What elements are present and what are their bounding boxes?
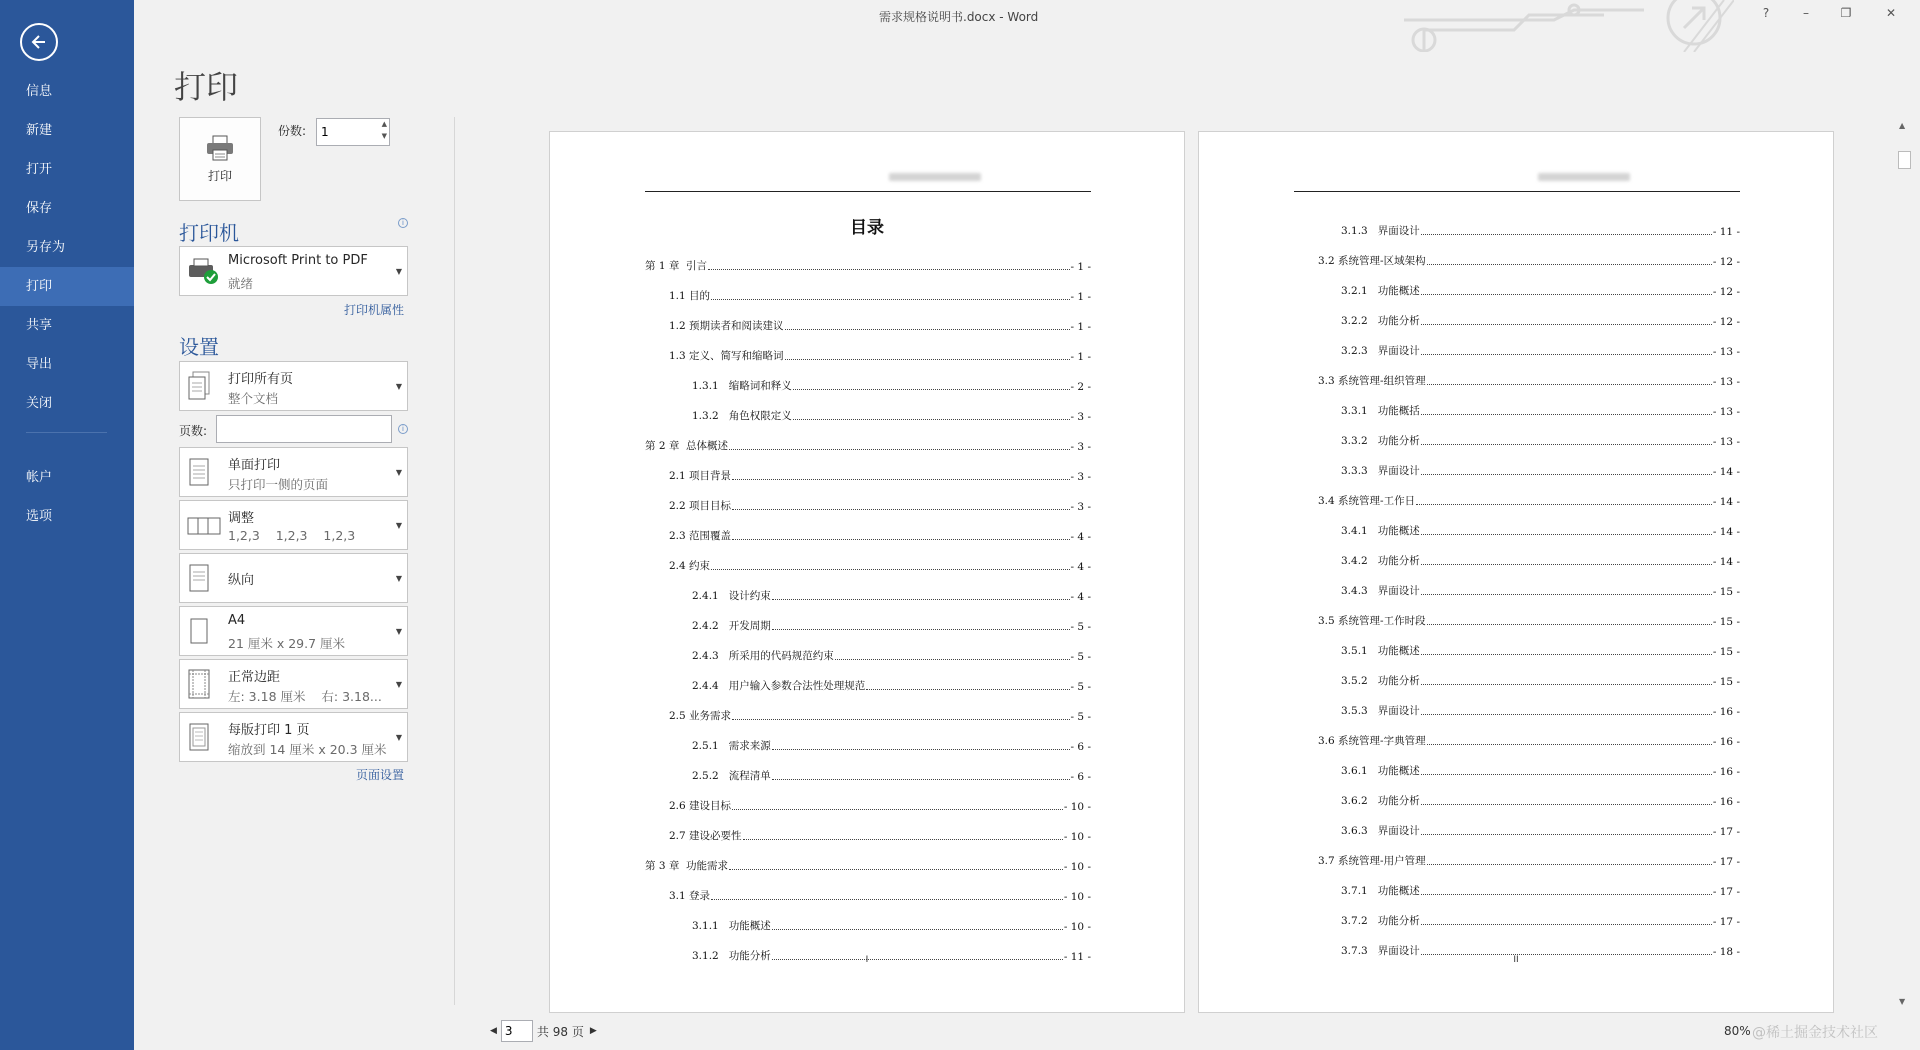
total-pages: 共 98 页	[536, 1024, 584, 1039]
toc-entry-page: - 5 -	[1070, 711, 1091, 723]
toc-entry	[645, 663, 1091, 693]
toc-entry-label: 2.4.3 所采用的代码规范约束	[692, 650, 834, 662]
toc-leader-dots	[1421, 714, 1712, 715]
toc-entry-label: 3.5.2 功能分析	[1341, 675, 1420, 687]
nav-item[interactable]: 保存	[26, 201, 53, 216]
toc-entry	[1294, 448, 1740, 478]
toc-entry-label: 2.4.1 设计约束	[692, 590, 771, 602]
toc-entry-page: - 16 -	[1712, 736, 1740, 748]
toc-entry	[645, 363, 1091, 393]
margins-dropdown[interactable]	[179, 659, 408, 709]
printer-name: Microsoft Print to PDF	[228, 253, 368, 268]
page-header-text	[889, 173, 981, 181]
print-range-main: 打印所有页	[228, 372, 294, 387]
toc-entry	[645, 543, 1091, 573]
toc-entry-page: - 18 -	[1712, 946, 1740, 958]
toc-entry-page: - 3 -	[1070, 411, 1091, 423]
toc-entry	[1294, 238, 1740, 268]
page-setup-link[interactable]: 页面设置	[356, 768, 405, 782]
print-button[interactable]	[179, 117, 261, 201]
toc-entry	[645, 753, 1091, 783]
toc-title: 目录	[850, 218, 884, 238]
toc-entry-page: - 11 -	[1063, 951, 1091, 963]
toc-entry	[645, 693, 1091, 723]
toc-entry	[1294, 748, 1740, 778]
toc-entry	[1294, 208, 1740, 238]
scroll-up-icon[interactable]: ▲	[1899, 121, 1906, 130]
toc-leader-dots	[835, 659, 1070, 660]
toc-entry-label: 3.2 系统管理-区域架构	[1318, 255, 1426, 267]
prev-page-icon[interactable]: ◀	[490, 1026, 497, 1036]
page-title: 打印	[174, 68, 239, 106]
toc-entry-label: 3.4.1 功能概述	[1341, 525, 1420, 537]
orientation-main: 纵向	[228, 573, 255, 588]
toc-leader-dots	[1421, 414, 1712, 415]
printer-icon	[205, 135, 235, 161]
toc-entry-page: - 3 -	[1070, 501, 1091, 513]
toc-leader-dots	[772, 599, 1070, 600]
toc-entry	[1294, 688, 1740, 718]
print-range-sub: 整个文档	[228, 391, 279, 406]
toc-leader-dots	[711, 299, 1070, 300]
nav-item[interactable]: 共享	[26, 318, 53, 333]
scroll-down-icon[interactable]: ▼	[1899, 997, 1906, 1006]
toc-entry	[645, 813, 1091, 843]
toc-leader-dots	[1421, 894, 1712, 895]
toc-entry-page: - 4 -	[1070, 561, 1091, 573]
toc-entry-page: - 12 -	[1712, 256, 1740, 268]
toc-entry-page: - 13 -	[1712, 406, 1740, 418]
zoom-level[interactable]: 80%	[1724, 1024, 1751, 1038]
toc-entry	[1294, 508, 1740, 538]
paper-size-main: A4	[228, 613, 246, 628]
toc-leader-dots	[711, 569, 1070, 570]
watermark: @稀土掘金技术社区	[1752, 1025, 1878, 1041]
pages-info-icon[interactable]: i	[398, 424, 408, 434]
toc-leader-dots	[743, 839, 1063, 840]
toc-entry	[645, 513, 1091, 543]
toc-entry-label: 3.1.3 界面设计	[1341, 225, 1420, 237]
toc-entry	[1294, 778, 1740, 808]
nav-item[interactable]: 打印	[0, 267, 134, 306]
toc-entry-page: - 15 -	[1712, 676, 1740, 688]
toc-entry-label: 3.5.3 界面设计	[1341, 705, 1420, 717]
chevron-down-icon: ▼	[395, 382, 402, 391]
toc-entry	[645, 303, 1091, 333]
toc-entry-page: - 14 -	[1712, 526, 1740, 538]
spin-down-icon[interactable]: ▼	[381, 132, 387, 140]
page-footer-number: II	[1513, 955, 1519, 965]
toc-entry	[645, 783, 1091, 813]
toc-leader-dots	[732, 509, 1070, 510]
sides-sub: 只打印一侧的页面	[228, 477, 329, 492]
toc-entry-label: 3.6 系统管理-字典管理	[1318, 735, 1426, 747]
toc-entry-label: 3.6.1 功能概述	[1341, 765, 1420, 777]
toc-entry-page: - 6 -	[1070, 771, 1091, 783]
toc-entry	[1294, 328, 1740, 358]
toc-entry-page: - 3 -	[1070, 471, 1091, 483]
toc-entry	[1294, 658, 1740, 688]
toc-leader-dots	[785, 329, 1070, 330]
toc-entry-label: 3.3.2 功能分析	[1341, 435, 1420, 447]
toc-leader-dots	[772, 779, 1070, 780]
toc-entry-label: 2.4 约束	[669, 560, 711, 572]
toc-entry	[1294, 868, 1740, 898]
toc-entry-label: 2.5.1 需求来源	[692, 740, 771, 752]
toc-leader-dots	[1421, 774, 1712, 775]
toc-entry-label: 2.5 业务需求	[669, 710, 732, 722]
toc-leader-dots	[772, 749, 1070, 750]
toc-leader-dots	[1421, 534, 1712, 535]
toc-leader-dots	[732, 539, 1070, 540]
backstage-nav	[0, 0, 134, 1050]
toc-entry-label: 3.7.3 界面设计	[1341, 945, 1420, 957]
toc-leader-dots	[793, 419, 1070, 420]
pages-per-sheet-main: 每版打印 1 页	[228, 723, 310, 738]
copies-label: 份数:	[278, 124, 307, 138]
toc-entry-page: - 15 -	[1712, 616, 1740, 628]
printer-section-heading: 打印机	[179, 221, 239, 245]
toc-entry-label: 3.7.1 功能概述	[1341, 885, 1420, 897]
toc-leader-dots	[1421, 924, 1712, 925]
printer-properties-link[interactable]: 打印机属性	[344, 303, 405, 317]
toc-entry	[645, 483, 1091, 513]
preview-page-1	[549, 131, 1185, 1013]
toc-entry-label: 3.1.1 功能概述	[692, 920, 771, 932]
toc-leader-dots	[732, 479, 1070, 480]
preview-page-2	[1198, 131, 1834, 1013]
toc-entry-page: - 12 -	[1712, 286, 1740, 298]
toc-entry	[645, 723, 1091, 753]
toc-entry-label: 3.1 登录	[669, 890, 711, 902]
toc-entry-label: 3.5 系统管理-工作时段	[1318, 615, 1426, 627]
toc-entry	[645, 243, 1091, 273]
toc-entry-page: - 17 -	[1712, 916, 1740, 928]
toc-entry	[1294, 298, 1740, 328]
toc-entry	[645, 273, 1091, 303]
toc-leader-dots	[1421, 684, 1712, 685]
restore-button[interactable]: ❐	[1840, 6, 1852, 20]
toc-entry-label: 3.2.2 功能分析	[1341, 315, 1420, 327]
collation-main: 调整	[228, 511, 255, 526]
chevron-down-icon: ▼	[395, 574, 402, 583]
header-rule	[645, 191, 1091, 192]
toc-leader-dots	[711, 899, 1063, 900]
nav-item[interactable]: 选项	[26, 509, 53, 524]
toc-entry-label: 第 2 章 总体概述	[645, 440, 729, 452]
toc-entry-label: 2.7 建设必要性	[669, 830, 742, 842]
toc-list	[645, 243, 1091, 963]
toc-entry	[1294, 478, 1740, 508]
toc-entry-label: 3.6.3 界面设计	[1341, 825, 1420, 837]
toc-entry-page: - 11 -	[1712, 226, 1740, 238]
nav-item[interactable]: 信息	[26, 84, 53, 99]
toc-entry-page: - 14 -	[1712, 466, 1740, 478]
printer-info-icon[interactable]: i	[398, 218, 408, 228]
nav-item[interactable]: 关闭	[26, 396, 53, 411]
collation-dropdown[interactable]	[179, 500, 408, 550]
back-arrow-icon	[29, 32, 49, 52]
toc-entry-page: - 5 -	[1070, 621, 1091, 633]
toc-entry-label: 3.6.2 功能分析	[1341, 795, 1420, 807]
toc-leader-dots	[708, 269, 1070, 270]
toc-leader-dots	[1421, 594, 1712, 595]
next-page-icon[interactable]: ▶	[589, 1026, 597, 1036]
nav-item[interactable]: 打开	[26, 162, 53, 177]
chevron-down-icon: ▼	[395, 627, 402, 636]
print-range-dropdown[interactable]	[179, 361, 408, 411]
paper-size-dropdown[interactable]	[179, 606, 408, 656]
nav-item[interactable]: 导出	[26, 357, 53, 372]
back-button[interactable]	[20, 23, 58, 61]
toc-entry	[1294, 388, 1740, 418]
one-sided-icon	[187, 457, 211, 487]
toc-entry	[645, 843, 1091, 873]
toc-entry-label: 3.3.3 界面设计	[1341, 465, 1420, 477]
pages-per-sheet-icon	[187, 722, 211, 752]
collation-sub: 1,2,3 1,2,3 1,2,3	[228, 528, 356, 543]
portrait-icon	[187, 563, 211, 593]
toc-entry-page: - 6 -	[1070, 741, 1091, 753]
toc-entry	[1294, 568, 1740, 598]
toc-entry-page: - 15 -	[1712, 586, 1740, 598]
pages-label: 页数:	[179, 424, 208, 438]
all-pages-icon	[187, 371, 211, 401]
toc-entry-page: - 10 -	[1063, 921, 1091, 933]
toc-entry-label: 2.1 项目背景	[669, 470, 732, 482]
toc-entry	[1294, 268, 1740, 298]
page-navigator	[490, 1020, 597, 1042]
toc-entry-label: 2.2 项目目标	[669, 500, 732, 512]
toc-entry-label: 3.7.2 功能分析	[1341, 915, 1420, 927]
toc-leader-dots	[1421, 804, 1712, 805]
toc-entry-page: - 10 -	[1063, 831, 1091, 843]
minimize-button[interactable]: –	[1803, 6, 1809, 20]
toc-entry	[645, 873, 1091, 903]
toc-leader-dots	[1421, 564, 1712, 565]
toc-entry	[1294, 808, 1740, 838]
toc-entry-label: 3.3 系统管理-组织管理	[1318, 375, 1426, 387]
toc-leader-dots	[1427, 264, 1712, 265]
chevron-down-icon: ▼	[395, 521, 402, 530]
toc-leader-dots	[1427, 744, 1712, 745]
toc-leader-dots	[772, 929, 1063, 930]
toc-leader-dots	[1421, 234, 1712, 235]
toc-entry-label: 2.4.2 开发周期	[692, 620, 771, 632]
toc-entry-label: 1.3.1 缩略词和释义	[692, 380, 792, 392]
toc-entry	[1294, 838, 1740, 868]
toc-entry-label: 3.4 系统管理-工作日	[1318, 495, 1416, 507]
toc-entry-label: 第 3 章 功能需求	[645, 860, 729, 872]
toc-entry-label: 3.1.2 功能分析	[692, 950, 771, 962]
panel-divider	[454, 117, 455, 1005]
toc-leader-dots	[732, 809, 1063, 810]
toc-leader-dots	[1421, 444, 1712, 445]
paper-icon	[187, 616, 211, 646]
toc-entry-page: - 17 -	[1712, 856, 1740, 868]
nav-separator	[26, 432, 107, 433]
toc-entry	[645, 423, 1091, 453]
toc-leader-dots	[1421, 474, 1712, 475]
printer-status: 就绪	[228, 276, 254, 291]
toc-entry-label: 3.4.3 界面设计	[1341, 585, 1420, 597]
toc-entry-page: - 14 -	[1712, 556, 1740, 568]
toc-entry	[1294, 418, 1740, 448]
toc-leader-dots	[1416, 504, 1712, 505]
toc-leader-dots	[1427, 384, 1712, 385]
toc-entry	[1294, 628, 1740, 658]
sides-main: 单面打印	[228, 458, 281, 473]
toc-entry-page: - 4 -	[1070, 531, 1091, 543]
print-button-label: 打印	[207, 168, 232, 183]
spin-up-icon[interactable]: ▲	[381, 120, 387, 128]
toc-entry-page: - 10 -	[1063, 801, 1091, 813]
toc-entry-page: - 3 -	[1070, 441, 1091, 453]
pages-per-sheet-sub: 缩放到 14 厘米 x 20.3 厘米	[228, 742, 387, 757]
toc-entry-page: - 10 -	[1063, 891, 1091, 903]
nav-list	[0, 72, 134, 536]
copies-spinner[interactable]	[316, 118, 390, 146]
toc-entry	[645, 333, 1091, 363]
toc-entry-label: 第 1 章 引言	[645, 260, 708, 272]
toc-entry	[645, 453, 1091, 483]
chevron-down-icon: ▼	[395, 733, 402, 742]
header-rule	[1294, 191, 1740, 192]
page-header-text	[1538, 173, 1630, 181]
toc-leader-dots	[1427, 864, 1712, 865]
nav-item[interactable]: 帐户	[26, 470, 53, 485]
toc-leader-dots	[1421, 294, 1712, 295]
toc-entry-label: 3.5.1 功能概述	[1341, 645, 1420, 657]
toc-entry-page: - 1 -	[1070, 291, 1091, 303]
page-footer-number: I	[865, 955, 869, 965]
scrollbar-thumb[interactable]	[1898, 151, 1911, 169]
current-page-input[interactable]	[501, 1020, 533, 1042]
toc-leader-dots	[793, 389, 1070, 390]
print-settings-panel	[134, 55, 454, 1050]
toc-entry	[645, 603, 1091, 633]
toc-entry	[1294, 538, 1740, 568]
circuit-decoration	[1404, 0, 1734, 52]
toc-entry-label: 1.3.2 角色权限定义	[692, 410, 792, 422]
toc-entry-label: 2.5.2 流程清单	[692, 770, 771, 782]
chevron-down-icon: ▼	[395, 267, 402, 276]
pages-per-sheet-dropdown[interactable]	[179, 712, 408, 762]
copies-input[interactable]	[317, 119, 373, 145]
toc-entry-page: - 13 -	[1712, 376, 1740, 388]
toc-entry-page: - 2 -	[1070, 381, 1091, 393]
toc-entry	[1294, 928, 1740, 958]
toc-leader-dots	[1427, 624, 1712, 625]
toc-entry-page: - 17 -	[1712, 886, 1740, 898]
toc-entry-label: 2.3 范围覆盖	[669, 530, 732, 542]
toc-leader-dots	[729, 449, 1070, 450]
toc-entry-page: - 4 -	[1070, 591, 1091, 603]
toc-entry-label: 2.4.4 用户输入参数合法性处理规范	[692, 680, 866, 692]
toc-entry-page: - 13 -	[1712, 436, 1740, 448]
toc-leader-dots	[866, 689, 1069, 690]
sides-dropdown[interactable]	[179, 447, 408, 497]
title-bar	[134, 0, 1920, 55]
toc-entry-page: - 16 -	[1712, 796, 1740, 808]
close-button[interactable]: ✕	[1885, 6, 1897, 20]
printer-dropdown[interactable]	[179, 246, 408, 296]
toc-leader-dots	[1421, 324, 1712, 325]
pages-input[interactable]	[216, 415, 392, 443]
toc-entry-page: - 15 -	[1712, 646, 1740, 658]
toc-entry-label: 3.3.1 功能概括	[1341, 405, 1420, 417]
toc-leader-dots	[785, 359, 1070, 360]
margins-icon	[187, 669, 211, 699]
toc-leader-dots	[732, 719, 1070, 720]
toc-entry	[1294, 598, 1740, 628]
toc-entry	[645, 573, 1091, 603]
toc-entry-label: 3.2.1 功能概述	[1341, 285, 1420, 297]
paper-size-sub: 21 厘米 x 29.7 厘米	[228, 636, 346, 651]
toc-entry	[1294, 898, 1740, 928]
toc-entry-page: - 16 -	[1712, 766, 1740, 778]
toc-leader-dots	[772, 629, 1070, 630]
nav-item[interactable]: 另存为	[26, 240, 66, 255]
toc-leader-dots	[1421, 354, 1712, 355]
chevron-down-icon: ▼	[395, 468, 402, 477]
settings-section-heading: 设置	[179, 335, 219, 359]
help-button[interactable]: ?	[1762, 6, 1770, 20]
toc-entry-label: 1.3 定义、简写和缩略词	[669, 350, 784, 362]
toc-entry	[645, 903, 1091, 933]
collated-icon	[187, 510, 221, 540]
pdf-printer-icon	[187, 257, 219, 285]
toc-entry-page: - 1 -	[1070, 321, 1091, 333]
toc-entry-page: - 13 -	[1712, 346, 1740, 358]
toc-entry-page: - 1 -	[1070, 351, 1091, 363]
toc-entry-label: 3.4.2 功能分析	[1341, 555, 1420, 567]
toc-entry-label: 1.1 目的	[669, 290, 711, 302]
margins-main: 正常边距	[228, 670, 281, 685]
toc-leader-dots	[1421, 654, 1712, 655]
toc-entry-page: - 10 -	[1063, 861, 1091, 873]
toc-entry-page: - 16 -	[1712, 706, 1740, 718]
window-title: 需求规格说明书.docx - Word	[879, 10, 1039, 24]
preview-scrollbar[interactable]	[1896, 117, 1914, 1015]
toc-entry-page: - 14 -	[1712, 496, 1740, 508]
toc-entry-label: 3.7 系统管理-用户管理	[1318, 855, 1426, 867]
nav-item[interactable]: 新建	[26, 123, 53, 138]
toc-entry-label: 3.2.3 界面设计	[1341, 345, 1420, 357]
toc-leader-dots	[729, 869, 1063, 870]
toc-entry	[1294, 358, 1740, 388]
toc-entry-page: - 5 -	[1070, 681, 1091, 693]
orientation-dropdown[interactable]	[179, 553, 408, 603]
chevron-down-icon: ▼	[395, 680, 402, 689]
toc-entry-page: - 17 -	[1712, 826, 1740, 838]
toc-entry	[645, 633, 1091, 663]
toc-entry-label: 2.6 建设目标	[669, 800, 732, 812]
toc-entry	[645, 393, 1091, 423]
toc-entry-page: - 12 -	[1712, 316, 1740, 328]
toc-entry-page: - 1 -	[1070, 261, 1091, 273]
toc-entry-page: - 5 -	[1070, 651, 1091, 663]
margins-sub: 左: 3.18 厘米 右: 3.18...	[228, 689, 382, 704]
toc-list	[1294, 208, 1740, 958]
toc-entry-label: 1.2 预期读者和阅读建议	[669, 320, 784, 332]
toc-entry	[1294, 718, 1740, 748]
toc-leader-dots	[1421, 834, 1712, 835]
